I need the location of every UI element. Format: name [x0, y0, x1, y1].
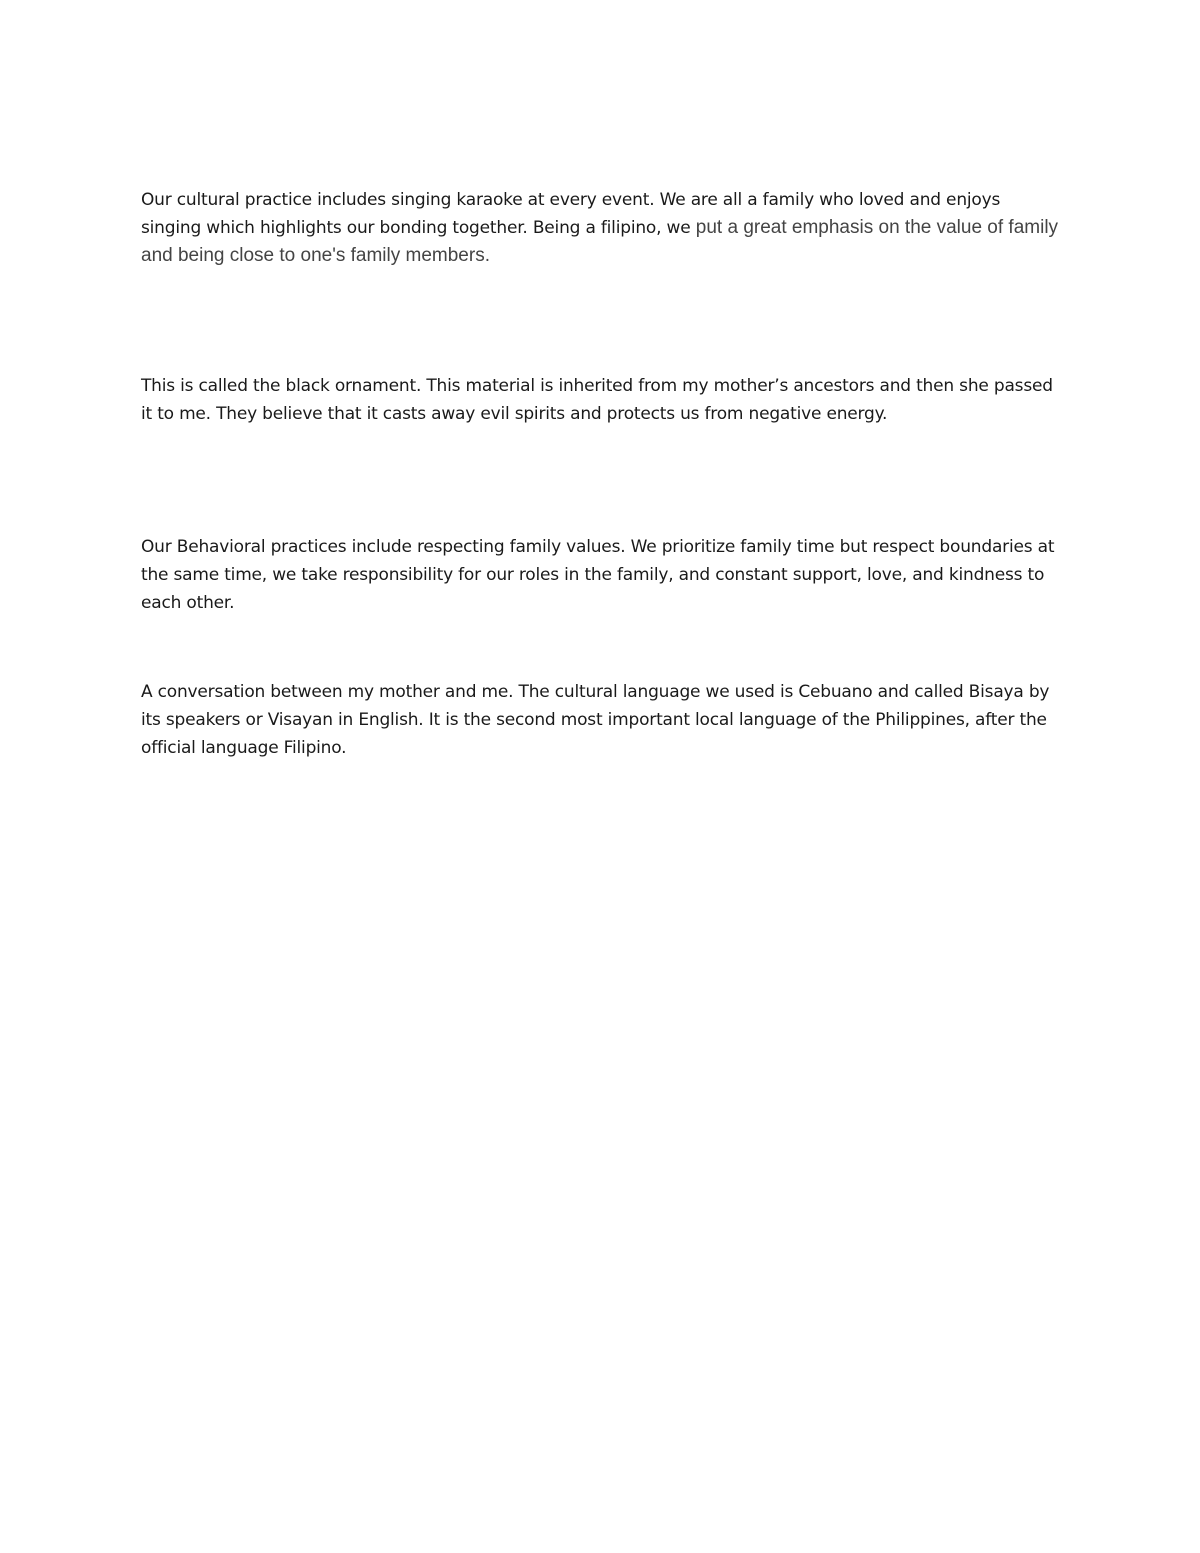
- paragraph-text: Our Behavioral practices include respecting family values. We prioritize family time but respect boundaries at the same time, we take responsibility for our roles in the family, and constant support, love, and kindness to each other.: [141, 537, 1055, 613]
- paragraph-text: A conversation between my mother and me. The cultural language we used is Cebuano and called Bisaya by its speakers or Visayan in English. It is the second most important local language of the Philippines, after the official language Filipino.: [141, 682, 1050, 758]
- paragraph-cultural-practice: [141, 186, 1061, 270]
- paragraph-text: Our cultural practice includes singing karaoke at every event. We are all a family who loved and enjoys singing which highlights our bonding together. Being a filipino, we: [141, 190, 1001, 238]
- paragraph-behavioral-practices: [141, 533, 1061, 617]
- paragraph-black-ornament: [141, 372, 1061, 428]
- paragraph-cultural-language: [141, 678, 1061, 762]
- paragraph-text: This is called the black ornament. This material is inherited from my mother’s ancestors and then she passed it to me. They believe that it casts away evil spirits and protects us from negative energy.: [141, 376, 1053, 424]
- paragraph-continuation: put a great emphasis on the value of family and being close to one's family members.: [141, 217, 1059, 266]
